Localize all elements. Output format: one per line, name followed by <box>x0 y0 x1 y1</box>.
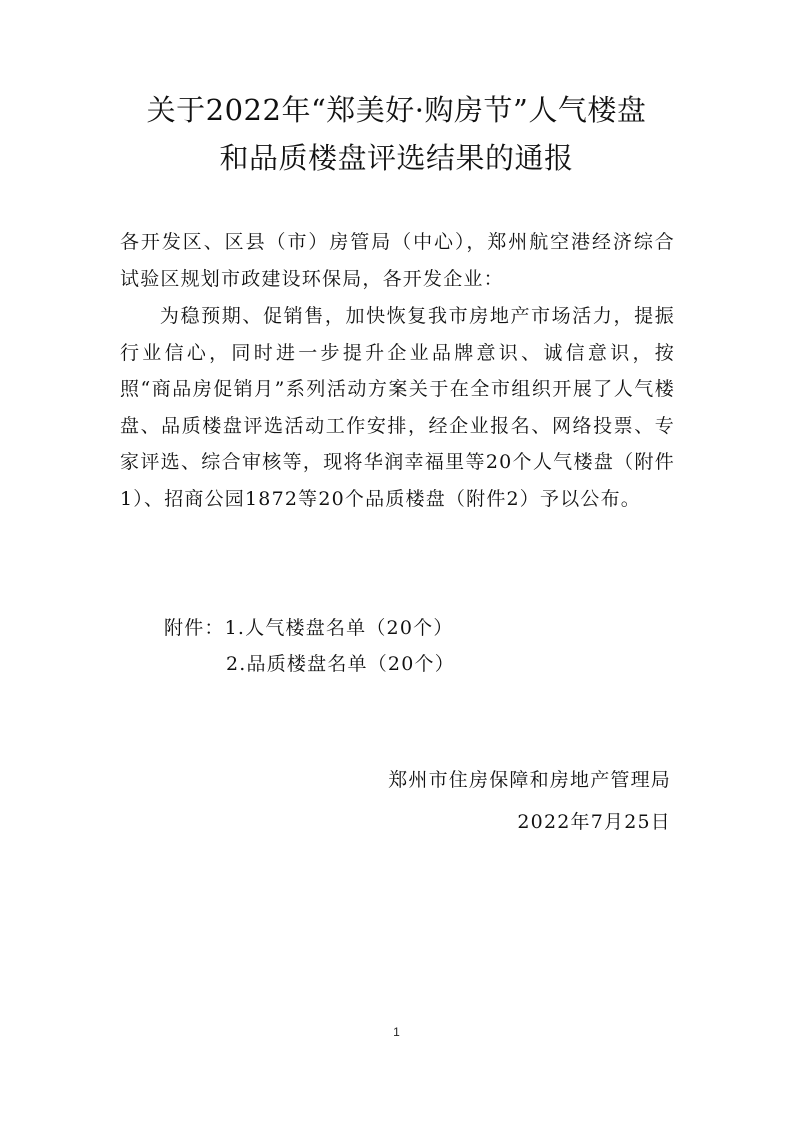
page-number: 1 <box>393 1025 400 1039</box>
attachment-row-2 <box>226 648 455 680</box>
attachments-label: 附件： <box>164 617 225 639</box>
document-title-line-2: 和品质楼盘评选结果的通报 <box>219 141 574 175</box>
issuer-name: 郑州市住房保障和房地产管理局 <box>388 769 671 791</box>
document-title-line-1: 关于2022年“郑美好·购房节”人气楼盘 <box>146 93 647 127</box>
attachment-item-1: 1.人气楼盘名单（20个） <box>224 617 454 639</box>
body-paragraph: 为稳预期、促销售，加快恢复我市房地产市场活力，提振行业信心，同时进一步提升企业品牌意识、诚信意识，按照“商品房促销月”系列活动方案关于在全市组织开展了人气楼盘、品质楼盘评选活动工作安排，经企业报名、网络投票、专家评选、综合审核等，现将华润幸福里等20个人气楼盘（附件1）、招商公园1872等20个品质楼盘（附件2）予以公布。 <box>120 305 675 510</box>
attachment-item-2: 2.品质楼盘名单（20个） <box>226 653 455 675</box>
issue-date: 2022年7月25日 <box>517 811 671 833</box>
attachment-row-1 <box>164 612 454 644</box>
salutation-paragraph: 各开发区、区县（市）房管局（中心），郑州航空港经济综合试验区规划市政建设环保局，各开发企业： <box>120 231 675 290</box>
